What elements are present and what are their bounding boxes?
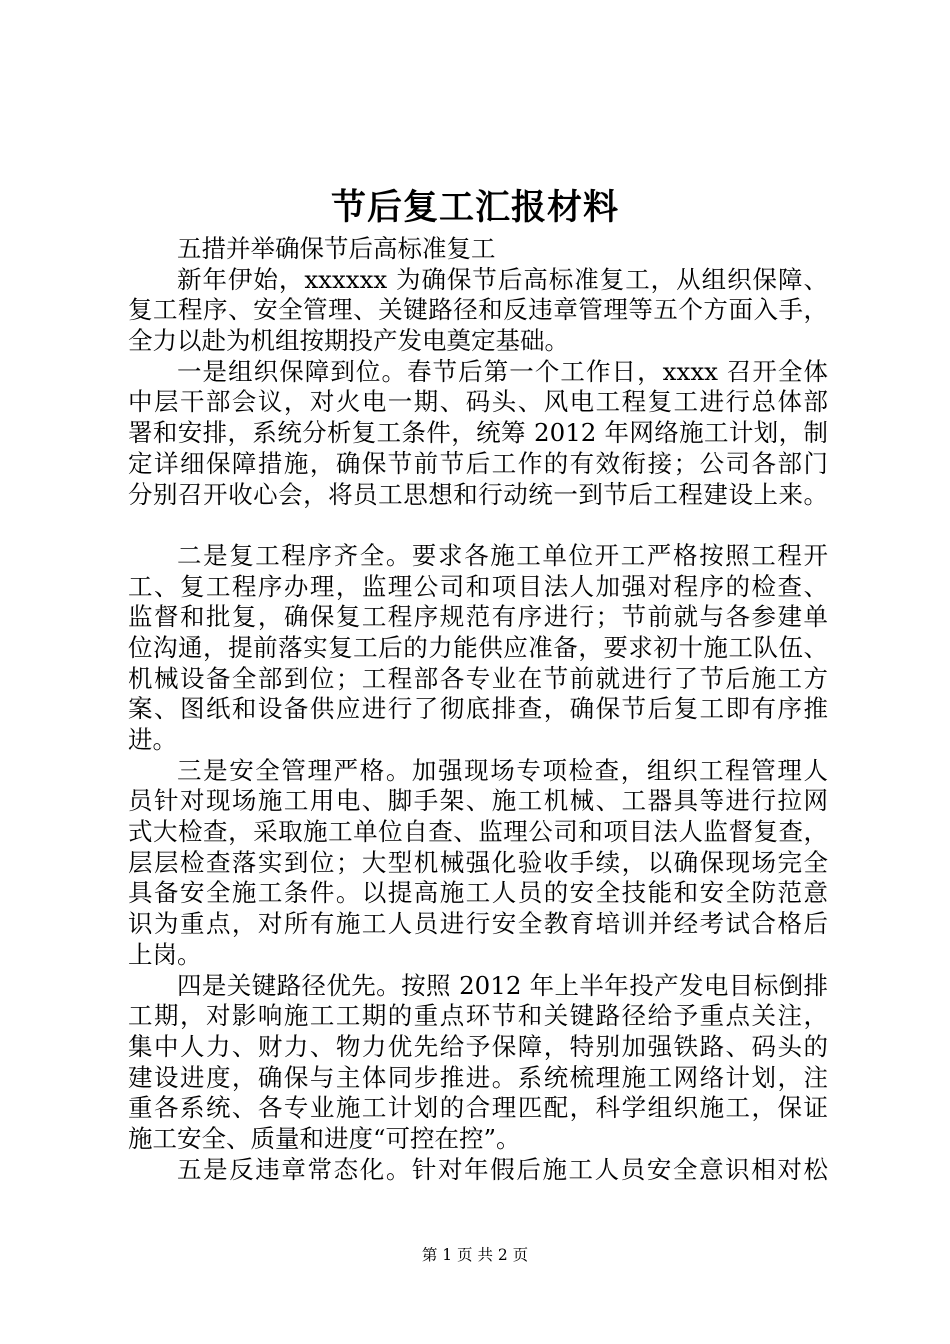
paragraph-line: 式大检查，采取施工单位自查、监理公司和项目法人监督复查， [128, 817, 828, 847]
paragraph-line: 二是复工程序齐全。要求各施工单位开工严格按照工程开 [177, 540, 828, 570]
paragraph-line: 定详细保障措施，确保节前节后工作的有效衔接；公司各部门 [128, 448, 828, 478]
paragraph-line: 一是组织保障到位。春节后第一个工作日，xxxx 召开全体 [177, 356, 828, 386]
paragraph-line: 建设进度，确保与主体同步推进。系统梳理施工网络计划，注 [128, 1062, 828, 1092]
paragraph-line: 复工程序、安全管理、关键路径和反违章管理等五个方面入手， [128, 295, 828, 325]
document-body [128, 234, 828, 1185]
paragraph-line: 全力以赴为机组按期投产发电奠定基础。 [128, 326, 569, 356]
paragraph-line: 施工安全、质量和进度“可控在控”。 [128, 1123, 521, 1153]
paragraph-line: 机械设备全部到位；工程部各专业在节前就进行了节后施工方 [128, 663, 828, 693]
subtitle-line: 五措并举确保节后高标准复工 [177, 234, 496, 263]
paragraph-line: 识为重点，对所有施工人员进行安全教育培训并经考试合格后 [128, 909, 828, 939]
paragraph-line: 具备安全施工条件。以提高施工人员的安全技能和安全防范意 [128, 878, 828, 908]
page-footer: 第 1 页 共 2 页 [421, 1246, 529, 1264]
paragraph-line: 分别召开收心会，将员工思想和行动统一到节后工程建设上来。 [128, 479, 828, 509]
paragraph-line: 工期，对影响施工工期的重点环节和关键路径给予重点关注， [128, 1001, 828, 1031]
paragraph-line: 四是关键路径优先。按照 2012 年上半年投产发电目标倒排 [177, 970, 828, 1000]
paragraph-line: 新年伊始，xxxxxx 为确保节后高标准复工，从组织保障、 [177, 264, 828, 294]
paragraph-line: 工、复工程序办理，监理公司和项目法人加强对程序的检查、 [128, 571, 828, 601]
paragraph-line: 员针对现场施工用电、脚手架、施工机械、工器具等进行拉网 [128, 786, 828, 816]
paragraph-line: 层层检查落实到位；大型机械强化验收手续，以确保现场完全 [128, 847, 828, 877]
paragraph-line: 进。 [128, 725, 177, 754]
document-title: 节后复工汇报材料 [330, 187, 619, 228]
paragraph-line: 署和安排，系统分析复工条件，统筹 2012 年网络施工计划，制 [128, 418, 828, 448]
paragraph-line: 中层干部会议，对火电一期、码头、风电工程复工进行总体部 [128, 387, 828, 417]
paragraph-line: 监督和批复，确保复工程序规范有序进行；节前就与各参建单 [128, 602, 828, 632]
paragraph-line: 案、图纸和设备供应进行了彻底排查，确保节后复工即有序推 [128, 694, 828, 724]
paragraph-line: 上岗。 [128, 939, 202, 969]
paragraph-line: 位沟通，提前落实复工后的力能供应准备，要求初十施工队伍、 [128, 632, 828, 662]
paragraph-line: 三是安全管理严格。加强现场专项检查，组织工程管理人 [177, 755, 828, 785]
paragraph-line: 集中人力、财力、物力优先给予保障，特别加强铁路、码头的 [128, 1031, 828, 1061]
paragraph-line: 五是反违章常态化。针对年假后施工人员安全意识相对松 [177, 1154, 828, 1184]
blank-line [128, 510, 828, 541]
paragraph-line: 重各系统、各专业施工计划的合理匹配，科学组织施工，保证 [128, 1093, 828, 1123]
